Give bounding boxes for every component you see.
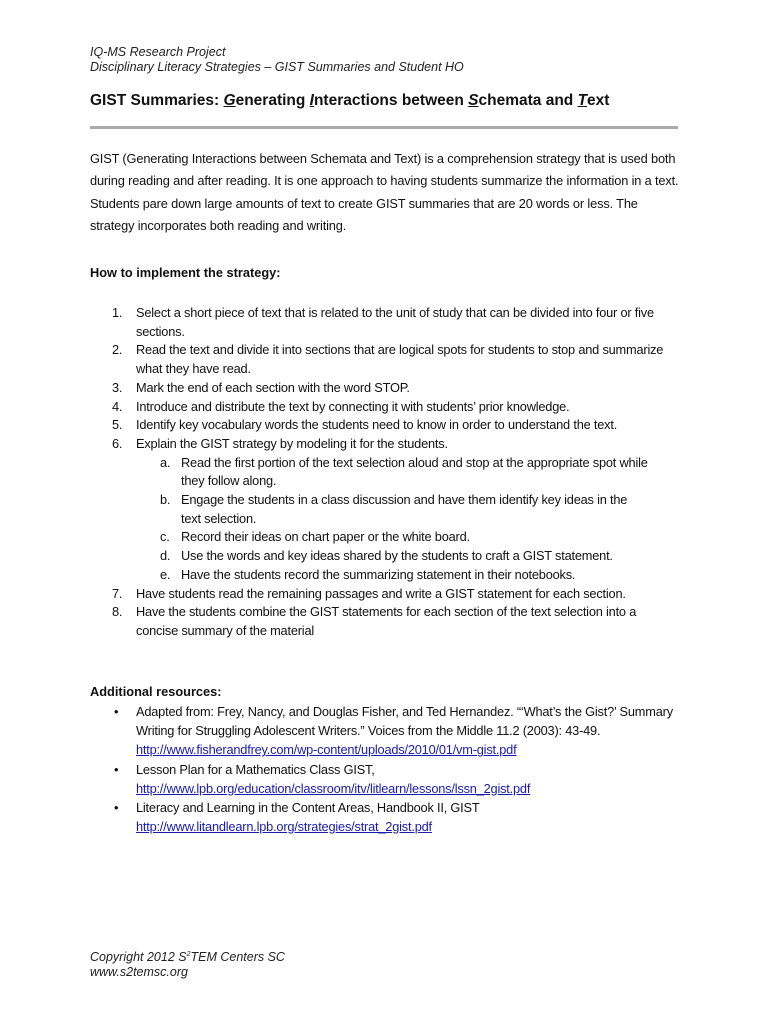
item-text: Select a short piece of text that is related to the unit of study that can be divided into four or five sections.	[136, 305, 654, 339]
list-item	[90, 585, 680, 604]
copyright-text: Copyright 2012 S	[90, 950, 187, 965]
sub-list-item	[136, 566, 680, 585]
resource-item	[90, 798, 680, 836]
resource-citation: Lesson Plan for a Mathematics Class GIST,	[136, 761, 375, 777]
bullet-icon: •	[114, 800, 119, 816]
resources-list	[90, 702, 680, 836]
bullet-icon: •	[114, 761, 119, 777]
resource-item	[90, 702, 680, 760]
item-number: 3.	[112, 379, 123, 395]
item-letter: a.	[160, 454, 171, 470]
page-title	[90, 92, 609, 110]
item-text: Record their ideas on chart paper or the white board.	[181, 529, 470, 545]
superscript: 2	[186, 951, 191, 958]
item-letter: c.	[160, 529, 170, 545]
resource-citation: Adapted from: Frey, Nancy, and Douglas Fisher, and Ted Hernandez. “‘What’s the Gist?’ Summary Writing for Struggling Adolescent Writers.” Voices from the Middle 11.2 (2003): 43-49.	[136, 704, 673, 739]
resource-link[interactable]: http://www.litandlearn.lpb.org/strategies/strat_2gist.pdf	[136, 819, 432, 835]
resources-heading: Additional resources:	[90, 684, 222, 699]
item-text: Identify key vocabulary words the students need to know in order to understand the text.	[136, 417, 618, 433]
list-item	[90, 341, 680, 378]
item-text: Have students read the remaining passages and write a GIST statement for each section.	[136, 585, 626, 601]
item-number: 1.	[112, 305, 123, 320]
sub-list-item	[136, 547, 680, 566]
item-text: Have the students record the summarizing statement in their notebooks.	[181, 566, 576, 582]
item-letter: b.	[160, 492, 171, 508]
header-subtitle: Disciplinary Literacy Strategies – GIST Summaries and Student HO	[90, 60, 464, 74]
title-word: chemata and	[478, 92, 578, 109]
sub-list-item	[136, 528, 680, 547]
title-letter: S	[468, 92, 479, 109]
substeps-list	[136, 454, 680, 585]
item-text: Read the first portion of the text selection aloud and stop at the appropriate spot while they follow along.	[181, 454, 648, 489]
copyright-text: TEM Centers SC	[190, 950, 285, 965]
list-item	[90, 435, 680, 585]
list-item	[90, 304, 680, 341]
item-text: Use the words and key ideas shared by the students to craft a GIST statement.	[181, 548, 613, 564]
page-header	[90, 45, 464, 75]
sub-list-item	[136, 454, 680, 491]
item-number: 4.	[112, 398, 123, 414]
title-word: enerating	[235, 92, 310, 109]
intro-paragraph: GIST (Generating Interactions between Schemata and Text) is a comprehension strategy that is used both during reading and after reading. It is one approach to having students summarize the information in a text. Students pare down large amounts of text to create GIST summaries that are 20 words or less. The strategy incorporates both reading and writing.	[90, 151, 679, 233]
item-text: Read the text and divide it into sections that are logical spots for students to stop and summarize what they have read.	[136, 342, 664, 377]
item-number: 2.	[112, 342, 123, 358]
title-letter: I	[309, 92, 314, 109]
title-word: ext	[587, 92, 610, 109]
item-letter: e.	[160, 566, 171, 582]
steps-list	[90, 304, 680, 641]
item-text: Have the students combine the GIST statements for each section of the text selection into a concise summary of the material	[136, 604, 637, 638]
resource-link[interactable]: http://www.lpb.org/education/classroom/itv/litlearn/lessons/lssn_2gist.pdf	[136, 780, 531, 796]
list-item	[90, 379, 680, 398]
item-text: Introduce and distribute the text by connecting it with students’ prior knowledge.	[136, 398, 570, 414]
item-number: 8.	[112, 604, 123, 620]
title-letter: G	[223, 92, 236, 109]
sub-list-item	[136, 491, 680, 528]
list-item	[90, 416, 680, 435]
resource-link[interactable]: http://www.fisherandfrey.com/wp-content/uploads/2010/01/vm-gist.pdf	[136, 742, 517, 758]
resource-citation: Literacy and Learning in the Content Areas, Handbook II, GIST	[136, 800, 480, 816]
item-letter: d.	[160, 548, 171, 564]
header-project: IQ-MS Research Project	[90, 45, 226, 59]
item-text: Engage the students in a class discussion and have them identify key ideas in the text selection.	[181, 492, 628, 526]
item-number: 6.	[112, 435, 123, 451]
item-number: 5.	[112, 417, 123, 433]
how-heading: How to implement the strategy:	[90, 265, 281, 280]
title-word: nteractions between	[313, 92, 469, 109]
title-divider	[90, 126, 678, 129]
footer-website: www.s2temsc.org	[90, 965, 188, 980]
title-letter: T	[577, 92, 588, 109]
bullet-icon: •	[114, 704, 119, 719]
title-prefix: GIST Summaries:	[90, 92, 224, 109]
page-footer	[90, 947, 285, 980]
list-item	[90, 603, 680, 640]
item-text: Mark the end of each section with the word STOP.	[136, 379, 410, 395]
item-number: 7.	[112, 585, 123, 601]
copyright	[90, 947, 285, 965]
list-item	[90, 398, 680, 417]
item-text: Explain the GIST strategy by modeling it for the students.	[136, 435, 448, 451]
resource-item	[90, 760, 680, 798]
